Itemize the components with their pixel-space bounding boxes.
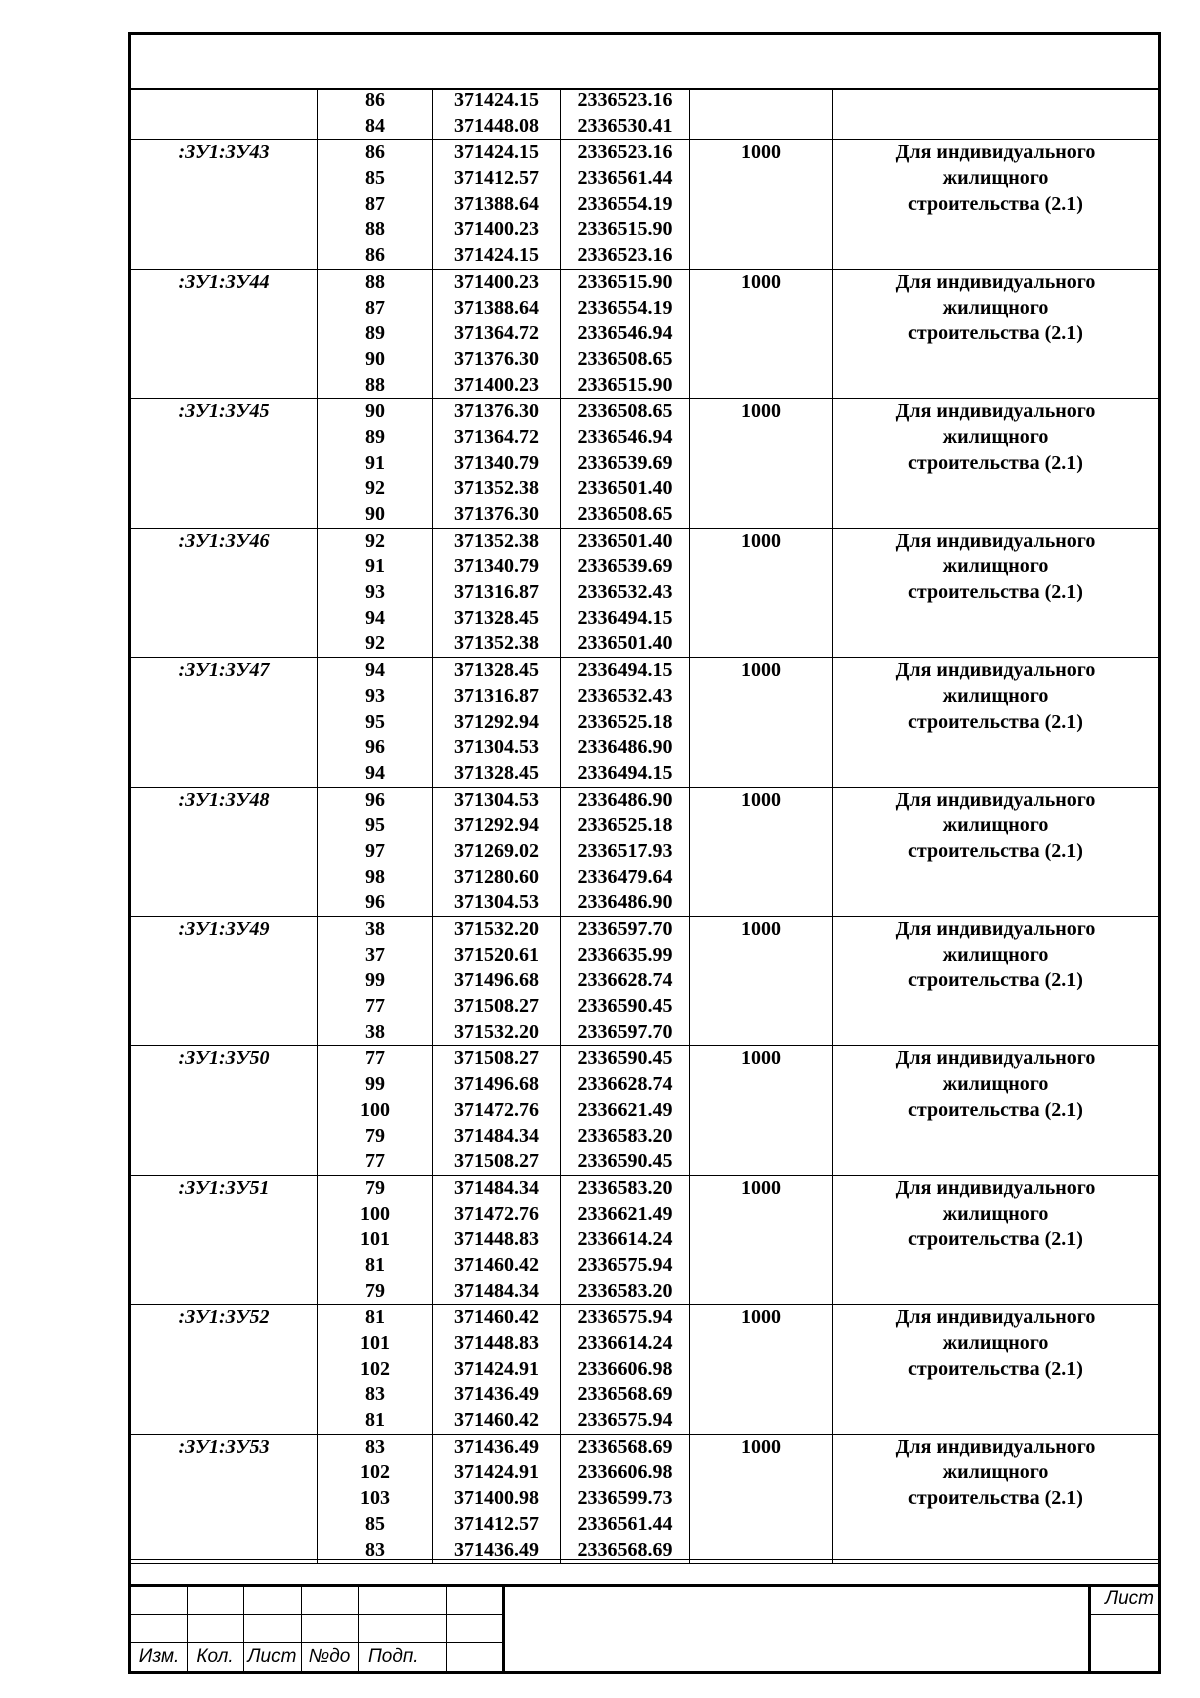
- coordinate-y: 2336628.74: [577, 1073, 673, 1096]
- coordinate-y: 2336628.74: [577, 969, 673, 992]
- coordinate-y-cell: [561, 787, 690, 916]
- point-number: 86: [365, 141, 385, 164]
- permitted-use-text: Для индивидуального жилищного строительства (2.1): [895, 1176, 1096, 1251]
- point-number: 98: [365, 865, 385, 888]
- title-block: [131, 1584, 1158, 1671]
- point-number: 94: [365, 761, 385, 784]
- coordinate-y: 2336590.45: [577, 1150, 673, 1173]
- point-number: 100: [360, 1098, 390, 1121]
- title-block-top-row: [131, 1559, 1158, 1586]
- point-number: 101: [360, 1332, 390, 1354]
- coordinate-y-cell: [561, 528, 690, 657]
- coordinate-y: 2336583.20: [577, 1176, 673, 1199]
- point-number: 95: [365, 710, 385, 733]
- coordinate-x: 371328.45: [454, 659, 539, 682]
- coordinate-x: 371460.42: [454, 1306, 539, 1329]
- point-number: 91: [365, 451, 385, 474]
- coordinate-y: 2336486.90: [577, 788, 673, 811]
- coordinate-x: 371448.08: [454, 114, 539, 137]
- point-number: 79: [365, 1279, 385, 1302]
- coordinate-x: 371532.20: [454, 1020, 539, 1043]
- coordinate-x: 371400.23: [454, 218, 539, 241]
- point-number: 91: [365, 555, 385, 578]
- point-number: 93: [365, 684, 385, 707]
- coordinate-y: 2336515.90: [577, 218, 673, 241]
- point-number: 86: [365, 244, 385, 267]
- coordinate-x: 371400.23: [454, 270, 539, 293]
- permitted-use: [833, 528, 1159, 657]
- permitted-use-text: Для индивидуального жилищного строительства (2.1): [895, 788, 1096, 862]
- parcel-area: 1000: [690, 269, 833, 398]
- point-number-cell: [318, 1305, 433, 1434]
- coordinate-y: 2336606.98: [577, 1461, 673, 1484]
- coordinate-x: 371472.76: [454, 1202, 539, 1225]
- coordinate-y: 2336517.93: [577, 839, 673, 862]
- coordinate-x: 371400.23: [454, 373, 539, 396]
- coordinate-y: 2336501.40: [577, 529, 673, 552]
- coordinate-x: 371376.30: [454, 347, 539, 370]
- coordinate-y-cell: [561, 917, 690, 1046]
- point-number: 89: [365, 425, 385, 448]
- coordinate-x: 371316.87: [454, 684, 539, 707]
- coordinate-y: 2336568.69: [577, 1383, 673, 1406]
- coordinate-x: 371316.87: [454, 581, 539, 604]
- stamp-label-kol: Кол.: [196, 1646, 234, 1667]
- point-number: 92: [365, 477, 385, 500]
- permitted-use-text: Для индивидуального жилищного строительства (2.1): [895, 1047, 1096, 1121]
- point-number-cell: [318, 787, 433, 916]
- point-number: 77: [365, 1150, 385, 1173]
- point-number: 92: [365, 529, 385, 552]
- parcel-row: [131, 1175, 1158, 1304]
- header-strip: [131, 35, 1158, 90]
- coordinate-y: 2336597.70: [577, 918, 673, 940]
- stamp-label-podp: Подп.: [368, 1646, 419, 1667]
- coordinate-x: 371364.72: [454, 425, 539, 448]
- point-number-cell: [318, 528, 433, 657]
- stamp-label-list: Лист: [247, 1646, 297, 1667]
- coordinate-y: 2336501.40: [577, 632, 673, 655]
- coordinate-y: 2336525.18: [577, 710, 673, 733]
- parcel-area: 1000: [690, 1046, 833, 1175]
- document-sheet: [128, 32, 1161, 1674]
- permitted-use: [833, 1434, 1159, 1563]
- coordinate-x-cell: [433, 140, 561, 269]
- point-number: 96: [365, 736, 385, 759]
- permitted-use: [833, 140, 1159, 269]
- point-number: 92: [365, 632, 385, 655]
- coordinate-y: 2336532.43: [577, 581, 673, 604]
- coordinate-y: 2336523.16: [577, 244, 673, 267]
- coordinate-y: 2336614.24: [577, 1228, 673, 1251]
- parcel-id: :ЗУ1:ЗУ49: [131, 917, 318, 1046]
- coordinate-x: 371484.34: [454, 1176, 539, 1199]
- coordinate-x-cell: [433, 917, 561, 1046]
- coordinate-y: 2336614.24: [577, 1332, 673, 1354]
- coordinate-x: 371269.02: [454, 839, 539, 862]
- coordinate-x: 371328.45: [454, 606, 539, 629]
- coordinate-x-cell: [433, 528, 561, 657]
- coordinate-x: 371424.15: [454, 141, 539, 164]
- point-number: 79: [365, 1176, 385, 1199]
- permitted-use-text: Для индивидуального жилищного строительства (2.1): [895, 270, 1096, 345]
- point-number: 83: [365, 1435, 385, 1458]
- point-number: 100: [360, 1202, 390, 1225]
- parcel-row: [131, 140, 1158, 269]
- coordinate-y: 2336575.94: [577, 1409, 673, 1432]
- parcel-area: 1000: [690, 1175, 833, 1304]
- point-number: 94: [365, 659, 385, 682]
- point-number: 83: [365, 1538, 385, 1561]
- coordinate-y: 2336523.16: [577, 141, 673, 164]
- coordinate-x: 371508.27: [454, 1047, 539, 1070]
- coordinate-y: 2336530.41: [577, 114, 673, 137]
- coordinate-y: 2336561.44: [577, 1512, 673, 1535]
- coordinate-x: 371484.34: [454, 1279, 539, 1302]
- coordinate-y-cell: [561, 140, 690, 269]
- coordinate-x: 371388.64: [454, 296, 539, 319]
- point-number: 77: [365, 995, 385, 1018]
- coordinate-x: 371508.27: [454, 1150, 539, 1173]
- coordinate-y-cell: [561, 1175, 690, 1304]
- coordinate-y-cell: [561, 1434, 690, 1563]
- point-number: 102: [360, 1357, 390, 1380]
- coordinate-y: 2336539.69: [577, 451, 673, 474]
- coordinate-x: 371412.57: [454, 1512, 539, 1535]
- coordinate-x-cell: [433, 88, 561, 140]
- coordinate-y: 2336583.20: [577, 1279, 673, 1302]
- coordinate-y: 2336554.19: [577, 296, 673, 319]
- coordinate-y: 2336494.15: [577, 659, 673, 682]
- coordinate-y: 2336568.69: [577, 1538, 673, 1561]
- point-number-cell: [318, 1434, 433, 1563]
- point-number-cell: [318, 917, 433, 1046]
- coordinate-x: 371436.49: [454, 1538, 539, 1561]
- coordinate-y: 2336523.16: [577, 89, 673, 111]
- permitted-use-text: Для индивидуального жилищного строительства (2.1): [895, 529, 1096, 604]
- coordinate-y: 2336575.94: [577, 1253, 673, 1276]
- point-number: 99: [365, 969, 385, 992]
- permitted-use-text: Для индивидуального жилищного строительства (2.1): [895, 1435, 1096, 1510]
- coordinate-y: 2336568.69: [577, 1435, 673, 1458]
- coordinate-y-cell: [561, 1305, 690, 1434]
- parcel-area: 1000: [690, 399, 833, 528]
- coordinate-y: 2336561.44: [577, 167, 673, 190]
- coordinate-y: 2336486.90: [577, 736, 673, 759]
- parcel-id: :ЗУ1:ЗУ46: [131, 528, 318, 657]
- coordinate-x-cell: [433, 1175, 561, 1304]
- coordinate-y: 2336515.90: [577, 373, 673, 396]
- coordinate-x: 371472.76: [454, 1098, 539, 1121]
- coordinate-x: 371352.38: [454, 477, 539, 500]
- point-number: 95: [365, 814, 385, 837]
- point-number: 96: [365, 891, 385, 914]
- parcel-row: [131, 528, 1158, 657]
- parcel-area: 1000: [690, 140, 833, 269]
- point-number: 81: [365, 1306, 385, 1329]
- coordinate-y: 2336501.40: [577, 477, 673, 500]
- coordinate-y: 2336525.18: [577, 814, 673, 837]
- point-number-cell: [318, 1175, 433, 1304]
- coordinate-y: 2336635.99: [577, 943, 673, 966]
- point-number: 37: [365, 943, 385, 966]
- coordinate-x: 371292.94: [454, 710, 539, 733]
- coordinate-y: 2336597.70: [577, 1020, 673, 1043]
- point-number-cell: [318, 88, 433, 140]
- coordinate-y: 2336494.15: [577, 606, 673, 629]
- permitted-use: [833, 1175, 1159, 1304]
- coordinate-y: 2336621.49: [577, 1202, 673, 1225]
- parcel-area: 1000: [690, 658, 833, 787]
- coordinates-table-body: [131, 88, 1158, 1564]
- coordinate-y: 2336546.94: [577, 425, 673, 448]
- coordinate-y: 2336479.64: [577, 865, 673, 888]
- parcel-row: [131, 917, 1158, 1046]
- point-number: 38: [365, 1020, 385, 1043]
- point-number-cell: [318, 399, 433, 528]
- parcel-row: [131, 1305, 1158, 1434]
- coordinates-table: [131, 88, 1158, 1564]
- point-number: 38: [365, 918, 385, 940]
- coordinate-y: 2336508.65: [577, 400, 673, 423]
- parcel-area: 1000: [690, 917, 833, 1046]
- parcel-id: :ЗУ1:ЗУ50: [131, 1046, 318, 1175]
- coordinate-x: 371460.42: [454, 1253, 539, 1276]
- parcel-row: [131, 658, 1158, 787]
- parcel-row: [131, 1434, 1158, 1563]
- coordinate-y-cell: [561, 269, 690, 398]
- permitted-use: [833, 399, 1159, 528]
- point-number: 86: [365, 89, 385, 111]
- point-number: 88: [365, 270, 385, 293]
- permitted-use-text: Для индивидуального жилищного строительства (2.1): [895, 400, 1096, 474]
- point-number: 90: [365, 400, 385, 423]
- parcel-id: :ЗУ1:ЗУ43: [131, 140, 318, 269]
- coordinate-x: 371376.30: [454, 503, 539, 525]
- point-number: 77: [365, 1047, 385, 1070]
- coordinate-x: 371412.57: [454, 167, 539, 190]
- coordinate-x-cell: [433, 399, 561, 528]
- permitted-use: [833, 787, 1159, 916]
- sheet-label: Лист: [1105, 1588, 1154, 1609]
- coordinate-y: 2336590.45: [577, 1047, 673, 1070]
- coordinate-y: 2336494.15: [577, 761, 673, 784]
- parcel-id: :ЗУ1:ЗУ48: [131, 787, 318, 916]
- revision-grid: [131, 1587, 505, 1671]
- coordinate-x: 371400.98: [454, 1487, 539, 1510]
- coordinate-y: 2336532.43: [577, 684, 673, 707]
- point-number-cell: [318, 658, 433, 787]
- permitted-use: [833, 658, 1159, 787]
- permitted-use: [833, 1305, 1159, 1434]
- point-number: 90: [365, 503, 385, 525]
- coordinate-x: 371436.49: [454, 1383, 539, 1406]
- coordinate-x: 371304.53: [454, 736, 539, 759]
- point-number: 85: [365, 167, 385, 190]
- parcel-row: [131, 88, 1158, 140]
- permitted-use-text: Для индивидуального жилищного строительства (2.1): [895, 918, 1096, 992]
- point-number: 88: [365, 218, 385, 241]
- point-number: 102: [360, 1461, 390, 1484]
- coordinate-x-cell: [433, 269, 561, 398]
- point-number: 103: [360, 1487, 390, 1510]
- parcel-id: :ЗУ1:ЗУ52: [131, 1305, 318, 1434]
- coordinate-x: 371388.64: [454, 192, 539, 215]
- point-number: 101: [360, 1228, 390, 1251]
- stamp-label-ndoc: №до: [308, 1646, 351, 1667]
- permitted-use-text: Для индивидуального жилищного строительства (2.1): [895, 1306, 1096, 1380]
- point-number-cell: [318, 140, 433, 269]
- parcel-area: 1000: [690, 528, 833, 657]
- coordinate-x: 371376.30: [454, 400, 539, 423]
- point-number: 79: [365, 1124, 385, 1147]
- coordinate-y: 2336599.73: [577, 1487, 673, 1510]
- parcel-area: 1000: [690, 1305, 833, 1434]
- coordinate-y: 2336621.49: [577, 1098, 673, 1121]
- parcel-area: 1000: [690, 1434, 833, 1563]
- coordinate-y: 2336539.69: [577, 555, 673, 578]
- permitted-use: [833, 1046, 1159, 1175]
- point-number: 96: [365, 788, 385, 811]
- coordinate-x: 371304.53: [454, 891, 539, 914]
- coordinate-x: 371532.20: [454, 918, 539, 940]
- permitted-use-text: Для индивидуального жилищного строительства (2.1): [895, 659, 1096, 733]
- coordinate-y: 2336486.90: [577, 891, 673, 914]
- coordinate-x-cell: [433, 658, 561, 787]
- parcel-id: :ЗУ1:ЗУ51: [131, 1175, 318, 1304]
- coordinate-y: 2336583.20: [577, 1124, 673, 1147]
- coordinate-x: 371340.79: [454, 451, 539, 474]
- parcel-row: [131, 787, 1158, 916]
- point-number: 90: [365, 347, 385, 370]
- permitted-use: [833, 917, 1159, 1046]
- coordinate-x: 371304.53: [454, 788, 539, 811]
- coordinate-x-cell: [433, 1434, 561, 1563]
- point-number-cell: [318, 269, 433, 398]
- point-number: 81: [365, 1253, 385, 1276]
- parcel-row: [131, 269, 1158, 398]
- coordinate-x: 371340.79: [454, 555, 539, 578]
- coordinate-x: 371508.27: [454, 995, 539, 1018]
- coordinate-y: 2336546.94: [577, 322, 673, 345]
- coordinate-x: 371448.83: [454, 1332, 539, 1354]
- parcel-row: [131, 399, 1158, 528]
- point-number: 99: [365, 1073, 385, 1096]
- point-number-cell: [318, 1046, 433, 1175]
- stamp-label-izm: Изм.: [138, 1646, 180, 1667]
- parcel-id: [131, 88, 318, 140]
- sheet-number-box: [1088, 1587, 1158, 1671]
- coordinate-y: 2336515.90: [577, 270, 673, 293]
- coordinate-y: 2336554.19: [577, 192, 673, 215]
- parcel-row: [131, 1046, 1158, 1175]
- point-number: 94: [365, 606, 385, 629]
- coordinate-x: 371328.45: [454, 761, 539, 784]
- coordinate-x: 371448.83: [454, 1228, 539, 1251]
- permitted-use: [833, 269, 1159, 398]
- coordinate-y: 2336508.65: [577, 347, 673, 370]
- coordinate-x: 371520.61: [454, 943, 539, 966]
- coordinate-x-cell: [433, 787, 561, 916]
- coordinate-y: 2336508.65: [577, 503, 673, 525]
- coordinate-y: 2336606.98: [577, 1357, 673, 1380]
- coordinate-x: 371496.68: [454, 969, 539, 992]
- coordinate-x: 371424.91: [454, 1357, 539, 1380]
- coordinate-y-cell: [561, 399, 690, 528]
- point-number: 84: [365, 114, 385, 137]
- coordinate-x: 371424.15: [454, 89, 539, 111]
- coordinate-x-cell: [433, 1305, 561, 1434]
- parcel-id: :ЗУ1:ЗУ47: [131, 658, 318, 787]
- parcel-area: [690, 88, 833, 140]
- coordinate-x: 371424.91: [454, 1461, 539, 1484]
- coordinate-x: 371352.38: [454, 529, 539, 552]
- coordinate-x: 371424.15: [454, 244, 539, 267]
- coordinate-x: 371352.38: [454, 632, 539, 655]
- coordinate-y-cell: [561, 1046, 690, 1175]
- coordinate-x: 371460.42: [454, 1409, 539, 1432]
- parcel-id: :ЗУ1:ЗУ45: [131, 399, 318, 528]
- point-number: 88: [365, 373, 385, 396]
- permitted-use: [833, 88, 1159, 140]
- coordinate-y: 2336590.45: [577, 995, 673, 1018]
- coordinate-y: 2336575.94: [577, 1306, 673, 1329]
- coordinate-x: 371436.49: [454, 1435, 539, 1458]
- point-number: 83: [365, 1383, 385, 1406]
- point-number: 87: [365, 192, 385, 215]
- parcel-id: :ЗУ1:ЗУ53: [131, 1434, 318, 1563]
- point-number: 93: [365, 581, 385, 604]
- point-number: 81: [365, 1409, 385, 1432]
- parcel-area: 1000: [690, 787, 833, 916]
- point-number: 85: [365, 1512, 385, 1535]
- coordinate-y-cell: [561, 88, 690, 140]
- coordinate-x-cell: [433, 1046, 561, 1175]
- point-number: 89: [365, 322, 385, 345]
- point-number: 97: [365, 839, 385, 862]
- coordinate-x: 371484.34: [454, 1124, 539, 1147]
- point-number: 87: [365, 296, 385, 319]
- parcel-id: :ЗУ1:ЗУ44: [131, 269, 318, 398]
- coordinate-y-cell: [561, 658, 690, 787]
- permitted-use-text: Для индивидуального жилищного строительства (2.1): [895, 141, 1096, 215]
- coordinate-x: 371364.72: [454, 322, 539, 345]
- coordinate-x: 371496.68: [454, 1073, 539, 1096]
- coordinate-x: 371292.94: [454, 814, 539, 837]
- coordinate-x: 371280.60: [454, 865, 539, 888]
